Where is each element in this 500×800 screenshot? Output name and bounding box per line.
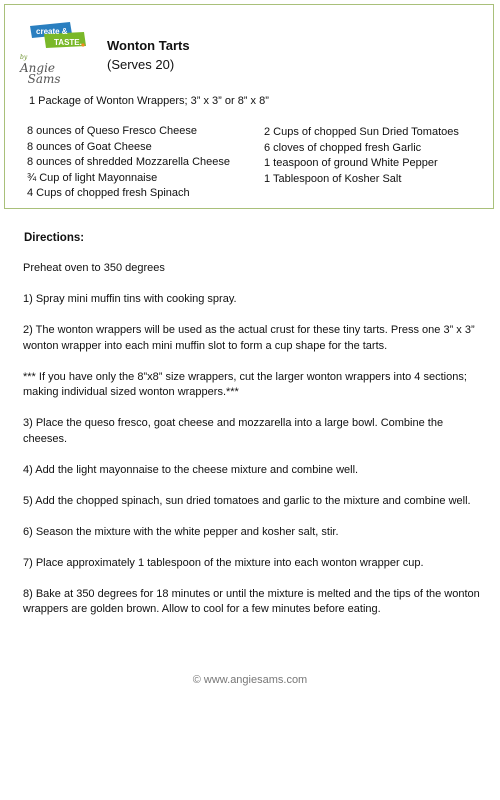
ingredient-package: 1 Package of Wonton Wrappers; 3” x 3” or 8” x 8” [29, 95, 269, 107]
ingredient-item: ¾ Cup of light Mayonnaise [27, 171, 158, 184]
direction-step: 5) Add the chopped spinach, sun dried tomatoes and garlic to the mixture and combine well. [23, 494, 471, 507]
directions-list [23, 261, 485, 633]
direction-step: 3) Place the queso fresco, goat cheese and mozzarella into a large bowl. Combine the cheeses. [23, 417, 444, 445]
logo-middle-text: TASTE. [54, 38, 82, 47]
ingredient-item: 6 cloves of chopped fresh Garlic [264, 141, 422, 154]
ingredient-item: 1 teaspoon of ground White Pepper [264, 157, 438, 169]
direction-step: 4) Add the light mayonnaise to the cheese mixture and combine well. [23, 463, 359, 476]
recipe-serves: (Serves 20) [107, 57, 175, 72]
directions-heading: Directions: [24, 232, 85, 244]
create-and-taste-logo [20, 18, 90, 86]
direction-step: 1) Spray mini muffin tins with cooking spray. [23, 293, 237, 305]
direction-step: 8) Bake at 350 degrees for 18 minutes or until the mixture is melted and the tips of the wonton wrappers are golden brown. Allow to cool for a few minutes before eating. [23, 587, 480, 615]
logo-badge-icon [26, 20, 90, 52]
direction-step: 7) Place approximately 1 tablespoon of the mixture into each wonton wrapper cup. [23, 556, 424, 569]
ingredient-item: 4 Cups of chopped fresh Spinach [27, 187, 190, 199]
logo-by-text: by [20, 54, 28, 61]
direction-step: 6) Season the mixture with the white pepper and kosher salt, stir. [23, 525, 339, 538]
logo-top-text: create & [36, 27, 68, 36]
logo-name-last: Sams [27, 72, 61, 86]
ingredient-item: 2 Cups of chopped Sun Dried Tomatoes [264, 126, 459, 138]
ingredient-item: 1 Tablespoon of Kosher Salt [264, 172, 402, 185]
ingredient-item: 8 ounces of shredded Mozzarella Cheese [27, 156, 231, 168]
direction-step: Preheat oven to 350 degrees [23, 262, 165, 274]
direction-step: 2) The wonton wrappers will be used as the actual crust for these tiny tarts. Press one 3” x 3” wonton wrapper into each mini muffin slot to form a cup shape for the tarts. [23, 324, 475, 352]
logo-name-first: Angie [20, 61, 56, 75]
ingredient-item: 8 ounces of Goat Cheese [27, 140, 152, 153]
direction-step: *** If you have only the 8”x8” size wrappers, cut the larger wonton wrappers into 4 sections; making individual sized wonton wrappers.*** [23, 370, 467, 398]
logo-name [20, 50, 61, 85]
ingredient-item: 8 ounces of Queso Fresco Cheese [27, 125, 197, 137]
recipe-title: Wonton Tarts [107, 38, 190, 53]
ingredients-right-list [264, 125, 459, 187]
footer-website: © www.angiesams.com [192, 674, 308, 686]
ingredients-left-list [27, 124, 230, 202]
